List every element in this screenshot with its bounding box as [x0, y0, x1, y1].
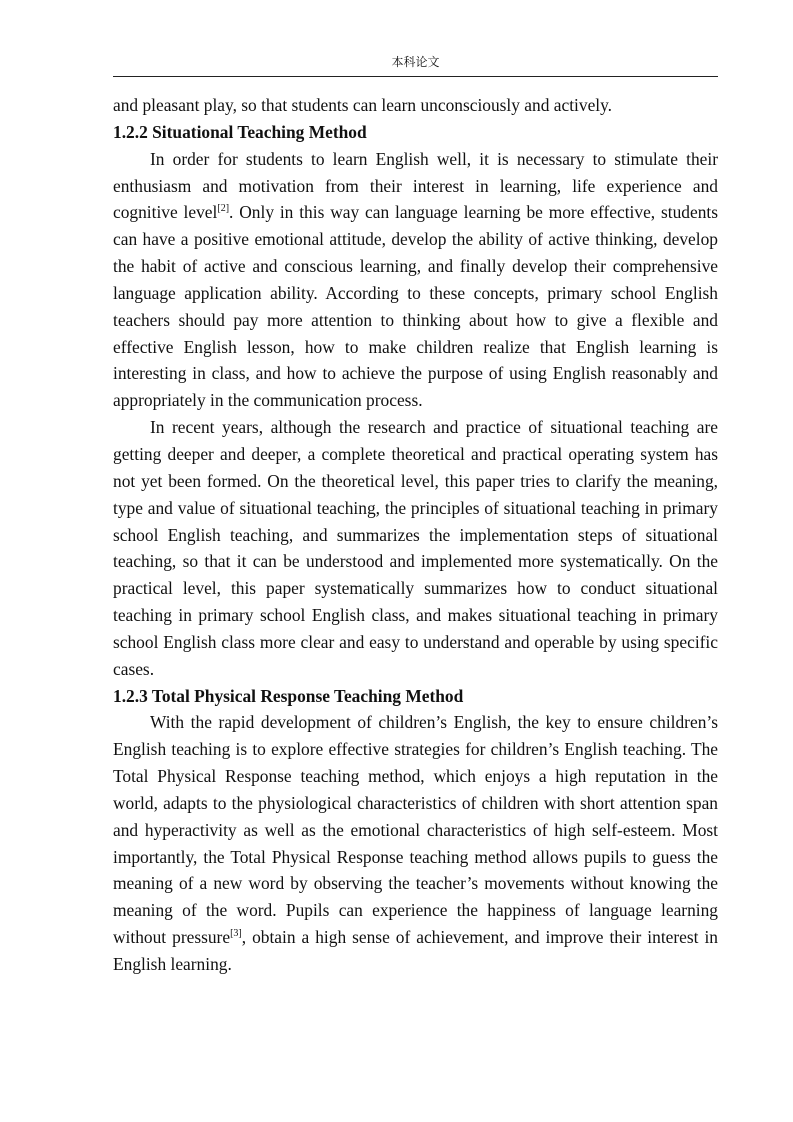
- paragraph-text: In order for students to learn English well, it is necessary to stimulate their enthusiasm and motivation from their interest in learning, life experience and cognitive level: [113, 148, 718, 223]
- paragraph-tpr-1: [113, 709, 718, 977]
- running-header: 本科论文: [391, 55, 440, 69]
- paragraph-text: , obtain a high sense of achievement, and improve their interest in English learning.: [113, 927, 719, 974]
- section-heading-1-2-3: 1.2.3 Total Physical Response Teaching Method: [113, 685, 464, 706]
- header-divider: [113, 76, 718, 77]
- citation-ref-3: [3]: [230, 928, 242, 940]
- page-body: [113, 92, 718, 978]
- continuation-paragraph: and pleasant play, so that students can learn unconsciously and actively.: [113, 95, 613, 115]
- paragraph-text: . Only in this way can language learning be more effective, students can have a positive emotional attitude, develop the ability of active thinking, develop the habit of active and conscious learning, and finally develop their comprehensive language application ability. According to these concepts, primary school English teachers should pay more attention to thinking about how to give a flexible and effective English lesson, how to make children realize that English learning is interesting in class, and how to achieve the purpose of using English reasonably and appropriately in the communication process.: [113, 202, 718, 411]
- citation-ref-2: [2]: [217, 203, 230, 215]
- paragraph-situational-1: [113, 146, 718, 414]
- paragraph-text: With the rapid development of children’s English, the key to ensure children’s English teaching is to explore effective strategies for children’s English teaching. The Total Physical Response teaching method, which enjoys a high reputation in the world, adapts to the physiological characteristics of children with short attention span and hyperactivity as well as the emotional characteristics of high self-esteem. Most importantly, the Total Physical Response teaching method allows pupils to guess the meaning of a new word by observing the teacher’s movements without knowing the meaning of the word. Pupils can experience the happiness of language learning without pressure: [113, 712, 718, 948]
- section-heading-1-2-2: 1.2.2 Situational Teaching Method: [113, 121, 367, 142]
- paragraph-situational-2: In recent years, although the research and practice of situational teaching are getting deeper and deeper, a complete theoretical and practical operating system has not yet been formed. On the theoretical level, this paper tries to clarify the meaning, type and value of situational teaching, the principles of situational teaching in primary school English teaching, and summarizes the implementation steps of situational teaching, so that it can be understood and implemented more systematically. On the practical level, this paper systematically summarizes how to conduct situational teaching in primary school English class, and makes situational teaching in primary school English class more clear and easy to understand and operable by using specific cases.: [113, 417, 718, 679]
